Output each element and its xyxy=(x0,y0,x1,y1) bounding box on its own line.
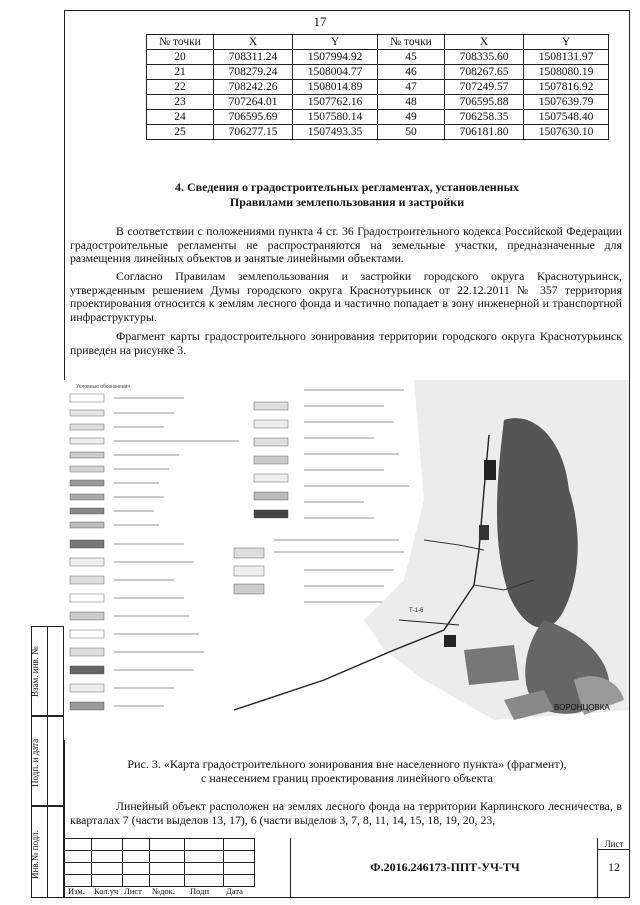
col-header: Y xyxy=(293,35,378,50)
table-header-row xyxy=(147,35,609,50)
table-cell: 706595.69 xyxy=(214,110,293,125)
sheet-label: Лист xyxy=(598,839,630,850)
paragraph-text: В соответствии с положениями пункта 4 ст. 36 Градостроительного кодекса Российской Федерации градостроительные регламенты не распространяются на земельные участки, предназначенные для размещения линейных объектов и занятые линейными объектами. xyxy=(70,224,622,265)
table-cell: 25 xyxy=(147,125,214,140)
closing-paragraph xyxy=(70,800,622,827)
table-cell: 45 xyxy=(378,50,445,65)
col-header: № точки xyxy=(378,35,445,50)
table-cell: 707249.57 xyxy=(445,80,524,95)
table-cell: 708311.24 xyxy=(214,50,293,65)
table-cell: 706277.15 xyxy=(214,125,293,140)
side-stamp-label: Подп. и дата xyxy=(30,738,40,787)
col-header: X xyxy=(214,35,293,50)
sheet-number: 12 xyxy=(608,860,620,874)
table-cell: 1507630.10 xyxy=(524,125,609,140)
table-cell: 1507816.92 xyxy=(524,80,609,95)
table-cell: 1508004.77 xyxy=(293,65,378,80)
table-cell: 22 xyxy=(147,80,214,95)
map-label-zone: Т-1-6 xyxy=(409,608,424,614)
table-row xyxy=(147,95,609,110)
page-number: 17 xyxy=(313,14,327,29)
table-cell: 1507994.92 xyxy=(293,50,378,65)
side-stamp-inventory xyxy=(31,806,64,898)
paragraph-text: Фрагмент карты градостроительного зонирования территории городского округа Краснотурьинск приведен на рисунке 3. xyxy=(70,329,622,357)
side-stamp-replacement xyxy=(31,626,64,716)
revision-grid xyxy=(64,838,255,887)
col-header: Y xyxy=(524,35,609,50)
table-cell: 49 xyxy=(378,110,445,125)
side-stamp-label: Взам. инв. № xyxy=(30,646,40,697)
zoning-map-figure xyxy=(64,380,629,740)
table-cell: 707264.01 xyxy=(214,95,293,110)
caption-line: с нанесением границ проектирования линейного объекта xyxy=(201,771,493,785)
table-cell: 708279.24 xyxy=(214,65,293,80)
paragraph xyxy=(70,270,622,324)
table-cell: 1508131.97 xyxy=(524,50,609,65)
section-title-line: 4. Сведения о градостроительных регламентах, установленных xyxy=(175,180,519,194)
table-cell: 20 xyxy=(147,50,214,65)
table-cell: 706258.35 xyxy=(445,110,524,125)
table-cell: 48 xyxy=(378,95,445,110)
column-label: Подп xyxy=(190,886,210,896)
table-cell: 46 xyxy=(378,65,445,80)
table-cell: 706181.80 xyxy=(445,125,524,140)
sheet-box xyxy=(597,838,630,897)
table-cell: 1507580.14 xyxy=(293,110,378,125)
paragraph xyxy=(70,330,622,357)
map-label-vorontsovka: ВОРОНЦОВКА xyxy=(554,703,610,712)
table-cell: 50 xyxy=(378,125,445,140)
document-code: Ф.2016.246173-ППТ-УЧ-ТЧ xyxy=(290,838,599,897)
column-label: Изм. xyxy=(68,886,85,896)
table-cell: 1508014.89 xyxy=(293,80,378,95)
table-cell: 23 xyxy=(147,95,214,110)
column-label: Лист xyxy=(124,886,142,896)
table-row xyxy=(147,50,609,65)
table-cell: 1508080.19 xyxy=(524,65,609,80)
column-label: №док. xyxy=(152,886,175,896)
table-row xyxy=(147,80,609,95)
column-label: Кол.уч xyxy=(94,886,119,896)
title-block xyxy=(64,838,630,898)
section-title-line: Правилами землепользования и застройки xyxy=(229,195,465,209)
paragraph xyxy=(70,225,622,266)
table-cell: 47 xyxy=(378,80,445,95)
col-header: X xyxy=(445,35,524,50)
table-cell: 1507548.40 xyxy=(524,110,609,125)
table-cell: 1507639.79 xyxy=(524,95,609,110)
coordinates-table xyxy=(146,34,609,140)
paragraph-text: Согласно Правилам землепользования и застройки городского округа Краснотурьинск, утвержденным решением Думы городского округа Краснотурьинск от 22.12.2011 № 357 территория проектирования относится к землям лесного фонда и частично попадает в зону инженерной и транспортной инфраструктуры. xyxy=(70,269,622,324)
table-cell: 1507762.16 xyxy=(293,95,378,110)
section-title xyxy=(64,180,630,210)
figure-caption xyxy=(64,757,630,785)
table-cell: 708335.60 xyxy=(445,50,524,65)
side-stamp-signature xyxy=(31,716,64,806)
table-cell: 21 xyxy=(147,65,214,80)
paragraph-text: Линейный объект расположен на землях лесного фонда на территории Карпинского лесничества, в кварталах 7 (части выделов 13, 17), 6 (части выделов 3, 7, 8, 11, 14, 15, 18, 19, 20, 23, xyxy=(70,799,622,827)
table-row xyxy=(147,65,609,80)
table-cell: 708242.26 xyxy=(214,80,293,95)
table-cell: 1507493.35 xyxy=(293,125,378,140)
table-cell: 706595.88 xyxy=(445,95,524,110)
legend-title: Условные обозначения xyxy=(76,384,131,390)
col-header: № точки xyxy=(147,35,214,50)
table-cell: 24 xyxy=(147,110,214,125)
table-row xyxy=(147,110,609,125)
side-stamp-label: Инв.№ подл. xyxy=(30,829,40,879)
caption-line: Рис. 3. «Карта градостроительного зонирования вне населенного пункта» (фрагмент), xyxy=(127,757,567,771)
column-label: Дата xyxy=(226,886,243,896)
table-row xyxy=(147,125,609,140)
table-cell: 708267.65 xyxy=(445,65,524,80)
